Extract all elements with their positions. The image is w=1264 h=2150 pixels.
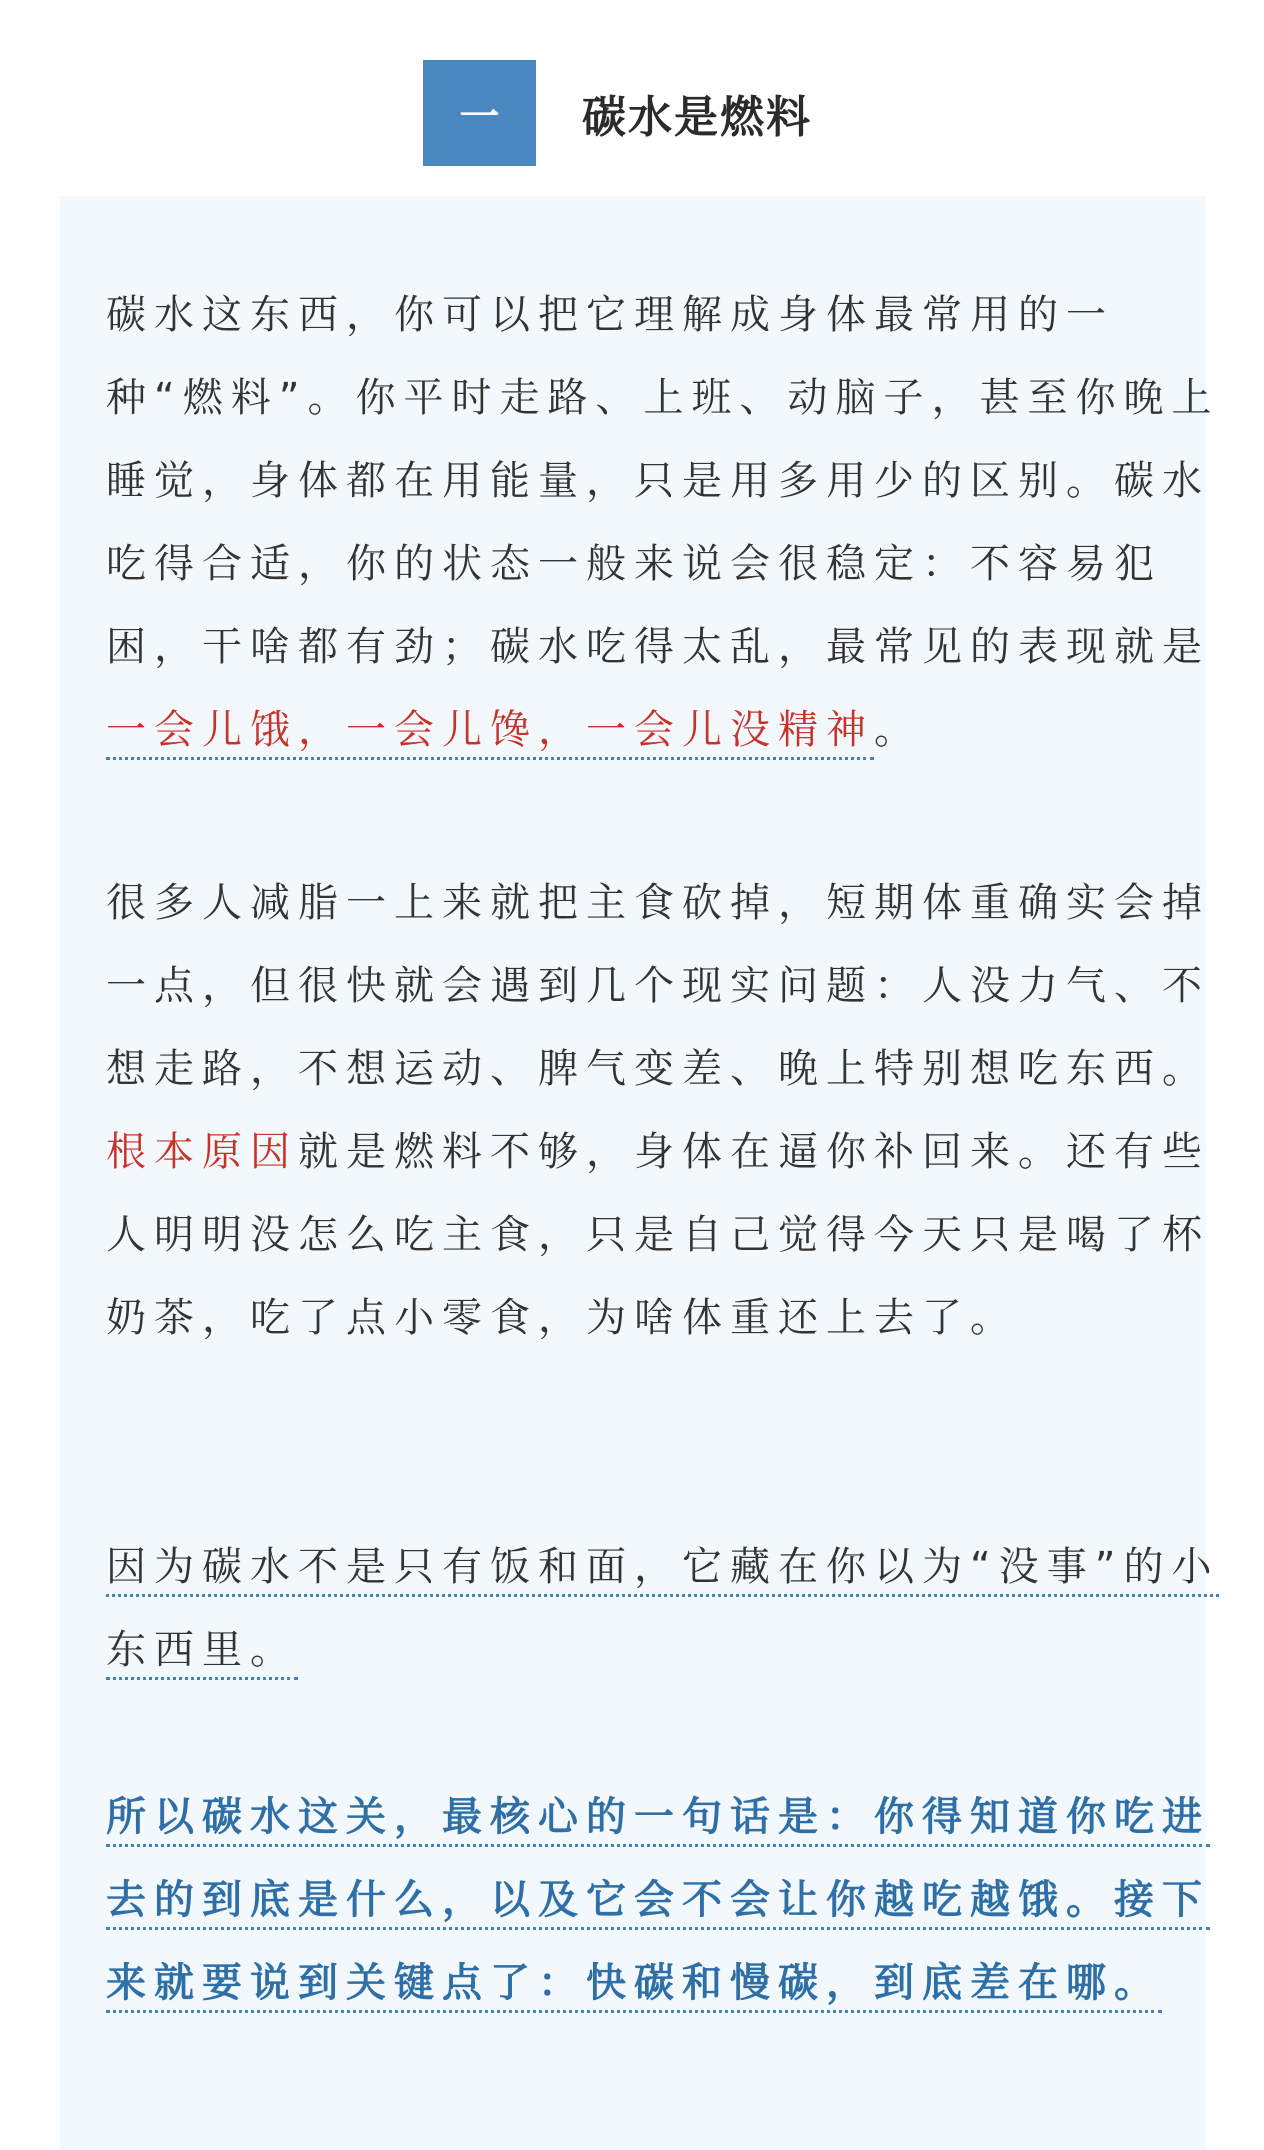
paragraph-2-start: 很多人减脂一上来就把主食砍掉，短期体重确实会掉一点，但很快就会遇到几个现实问题：人没力气、不想走路，不想运动、脾气变差、晚上特别想吃东西。 (106, 880, 1210, 1092)
paragraph-4 (106, 1776, 1226, 2025)
paragraph-1-text: 碳水这东西，你可以把它理解成身体最常用的一种“燃料”。你平时走路、上班、动脑子，甚至你晚上睡觉，身体都在用能量，只是用多用少的区别。碳水吃得合适，你的状态一般来说会很稳定：不容易犯困，干啥都有劲；碳水吃得太乱，最常见的表现就是 (106, 292, 1220, 670)
section-number-badge: 一 (423, 60, 536, 166)
content-box (60, 196, 1220, 2150)
paragraph-1-highlight: 一会儿饿，一会儿馋，一会儿没精神 (106, 707, 874, 760)
paragraph-2-end: 就是燃料不够，身体在逼你补回来。还有些人明明没怎么吃主食，只是自己觉得今天只是喝了杯奶茶，吃了点小零食，为啥体重还上去了。 (106, 1129, 1210, 1341)
paragraph-3 (106, 1526, 1226, 1692)
section-header (0, 60, 1264, 166)
paragraph-4-text: 所以碳水这关，最核心的一句话是：你得知道你吃进去的到底是什么，以及它会不会让你越吃越饿。接下来就要说到关键点了：快碳和慢碳，到底差在哪。 (106, 1794, 1210, 2013)
paragraph-2-highlight: 根本原因 (106, 1129, 298, 1175)
paragraph-1 (106, 274, 1226, 772)
section-title: 碳水是燃料 (582, 92, 812, 143)
paragraph-3-text: 因为碳水不是只有饭和面，它藏在你以为“没事”的小东西里。 (106, 1544, 1219, 1680)
paragraph-2 (106, 862, 1226, 1360)
paragraph-1-end: 。 (874, 707, 922, 753)
